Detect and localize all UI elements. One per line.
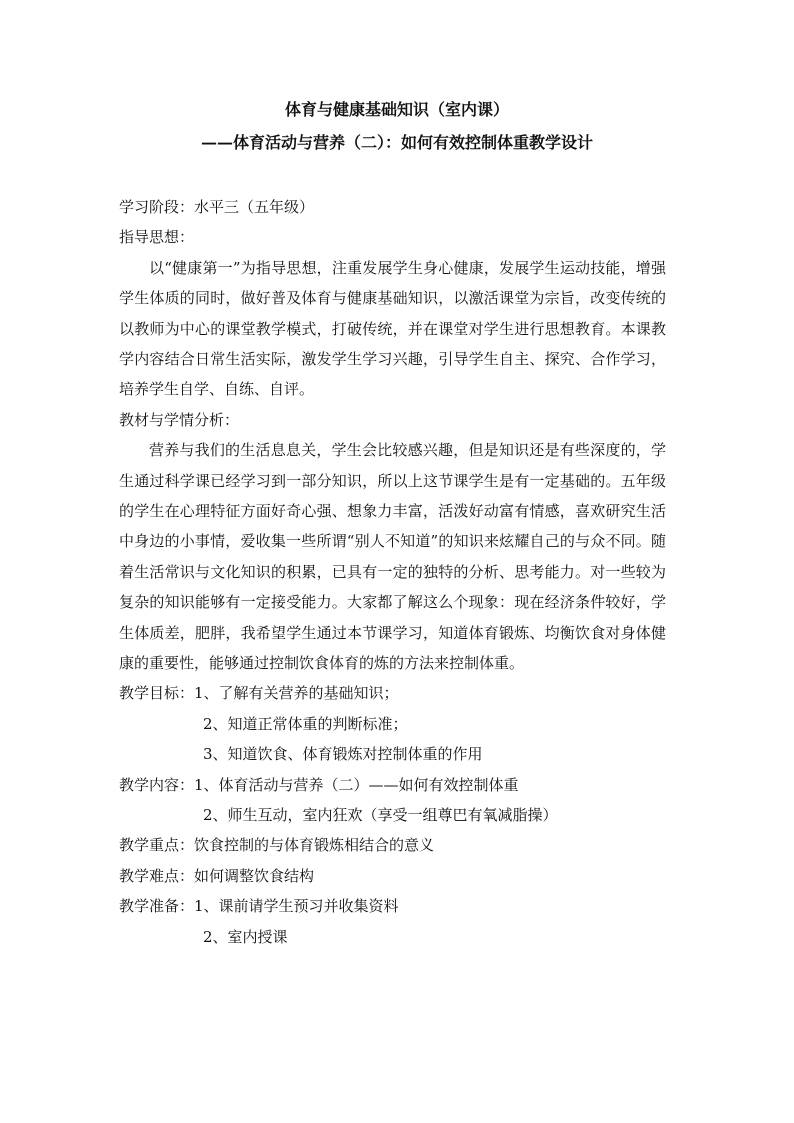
difficulty-line: 教学难点：如何调整饮食结构 (119, 866, 315, 885)
objective-line-1: 教学目标：1、了解有关营养的基础知识； (119, 684, 399, 703)
document-subtitle: ——体育活动与营养（二）：如何有效控制体重教学设计 (200, 133, 593, 152)
preparation-line-2: 2、室内授课 (203, 927, 288, 946)
document-title: 体育与健康基础知识（室内课） (284, 100, 509, 119)
document-body (119, 192, 666, 952)
guiding-paragraph: 以“健康第一”为指导思想，注重发展学生身心健康，发展学生运动技能，增强学生体质的同时，做好普及体育与健康基础知识，以激活课堂为宗旨，改变传统的以教师为中心的课堂教学模式，打破传统，并在课堂对学生进行思想教育。本课教学内容结合日常生活实际，激发学生学习兴趣，引导学生自主、探究、合作学习，培养学生自学、自练、自评。 (119, 258, 666, 399)
objective-line-2: 2、知道正常体重的判断标准； (203, 714, 408, 733)
key-point-line: 教学重点：饮食控制的与体育锻炼相结合的意义 (119, 836, 435, 855)
guiding-heading: 指导思想： (119, 228, 195, 247)
objective-line-3: 3、知道饮食、体育锻炼对控制体重的作用 (203, 745, 483, 764)
content-line-1: 教学内容：1、体育活动与营养（二）——如何有效控制体重 (119, 775, 519, 794)
analysis-paragraph: 营养与我们的生活息息关，学生会比较感兴趣，但是知识还是有些深度的，学生通过科学课已经学习到一部分知识，所以上这节课学生是有一定基础的。五年级的学生在心理特征方面好奇心强、想象力丰富，活泼好动富有情感，喜欢研究生活中身边的小事情，爱收集一些所谓“别人不知道”的知识来炫耀自己的与众不同。随着生活常识与文化知识的积累，已具有一定的独特的分析、思考能力。对一些较为复杂的知识能够有一定接受能力。大家都了解这么个现象：现在经济条件较好，学生体质差，肥胖，我希望学生通过本节课学习，知道体育锻炼、均衡饮食对身体健康的重要性，能够通过控制饮食体育的炼的方法来控制体重。 (119, 441, 666, 673)
analysis-heading: 教材与学情分析： (119, 410, 240, 429)
learning-stage: 学习阶段：水平三（五年级） (119, 198, 315, 216)
preparation-line-1: 教学准备：1、课前请学生预习并收集资料 (119, 897, 399, 916)
content-line-2: 2、师生互动，室内狂欢（享受一组尊巴有氧减脂操） (203, 806, 558, 825)
